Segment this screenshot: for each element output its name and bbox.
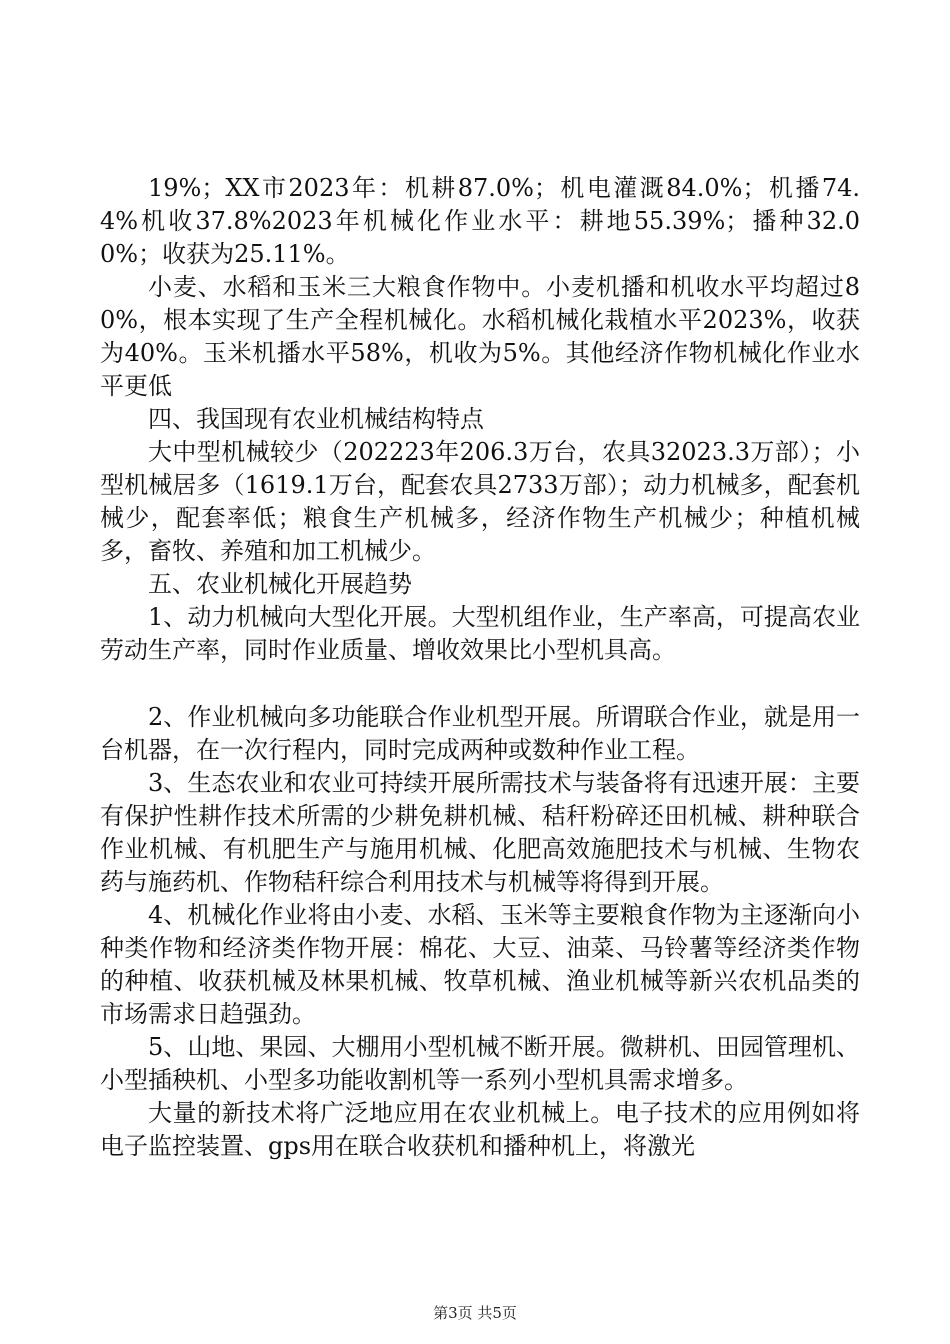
paragraph-grain-crops: 小麦、水稻和玉米三大粮食作物中。小麦机播和机收水平均超过80%，根本实现了生产全程机械化。水稻机械化栽植水平2023%，收获为40%。玉米机播水平58%，机收为5%。其他经济作物机械化作业水平更低 <box>100 273 860 400</box>
paragraph-machinery-structure: 大中型机械较少（202223年206.3万台，农具32023.3万部）；小型机械居多（1619.1万台，配套农具2733万部）；动力机械多，配套机械少，配套率低；粮食生产机械多，经济作物生产机械少；种植机械多，畜牧、养殖和加工机械少。 <box>100 438 860 565</box>
paragraph-trend-2: 2、作业机械向多功能联合作业机型开展。所谓联合作业，就是用一台机器，在一次行程内，同时完成两种或数种作业工程。 <box>100 703 860 764</box>
paragraph-trend-5: 5、山地、果园、大棚用小型机械不断开展。微耕机、田园管理机、小型插秧机、小型多功能收割机等一系列小型机具需求增多。 <box>100 1033 860 1094</box>
section-heading-5: 五、农业机械化开展趋势 <box>148 570 412 598</box>
paragraph-new-technology: 大量的新技术将广泛地应用在农业机械上。电子技术的应用例如将电子监控装置、gps用在联合收获机和播种机上，将激光 <box>100 1099 860 1160</box>
page-number-footer: 第3页 共5页 <box>433 1304 517 1322</box>
paragraph-trend-3: 3、生态农业和农业可持续开展所需技术与装备将有迅速开展：主要有保护性耕作技术所需的少耕免耕机械、秸秆粉碎还田机械、耕种联合作业机械、有机肥生产与施用机械、化肥高效施肥技术与机械、生物农药与施药机、作物秸秆综合利用技术与机械等将得到开展。 <box>100 769 860 896</box>
section-heading-4: 四、我国现有农业机械结构特点 <box>148 405 484 433</box>
paragraph-mechanization-stats: 19%；XX市2023年：机耕87.0%；机电灌溉84.0%；机播74.4%机收37.8%2023年机械化作业水平：耕地55.39%；播种32.00%；收获为25.11%。 <box>100 174 860 268</box>
document-body <box>100 172 860 1163</box>
paragraph-trend-4: 4、机械化作业将由小麦、水稻、玉米等主要粮食作物为主逐渐向小种类作物和经济类作物开展：棉花、大豆、油菜、马铃薯等经济类作物的种植、收获机械及林果机械、牧草机械、渔业机械等新兴农机品类的市场需求日趋强劲。 <box>100 901 860 1028</box>
paragraph-trend-1: 1、动力机械向大型化开展。大型机组作业，生产率高，可提高农业劳动生产率，同时作业质量、增收效果比小型机具高。 <box>100 603 860 664</box>
